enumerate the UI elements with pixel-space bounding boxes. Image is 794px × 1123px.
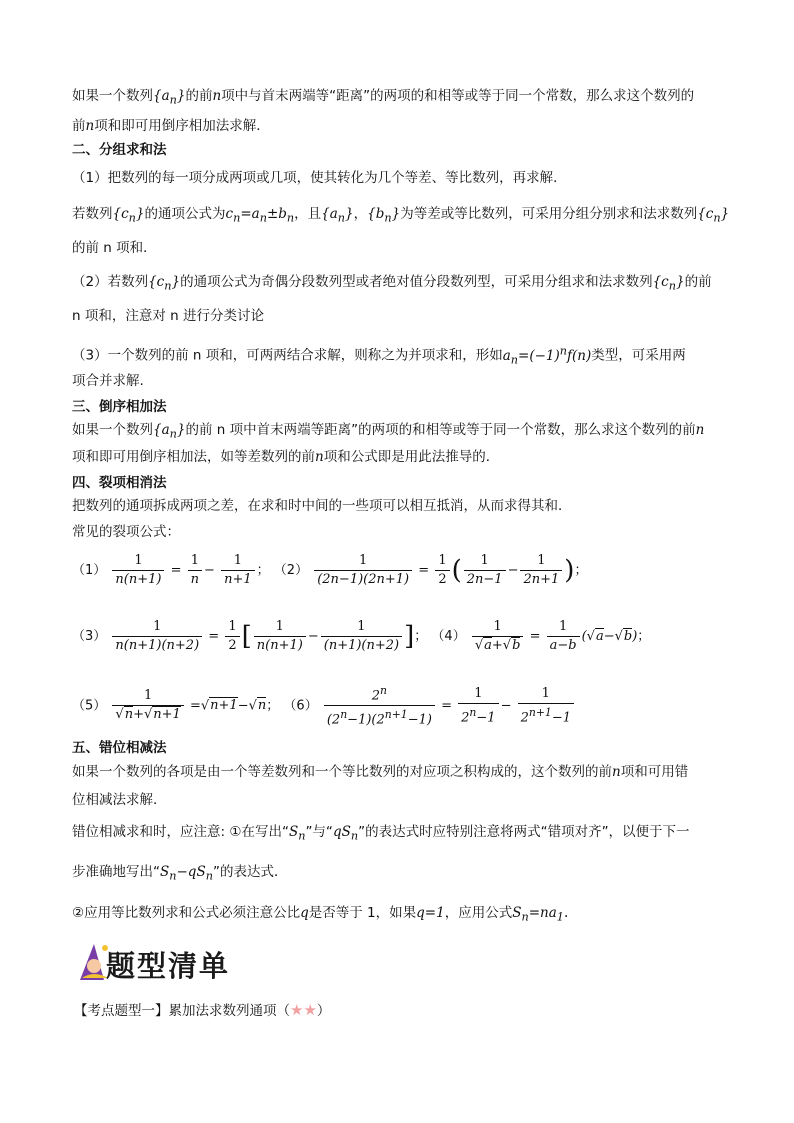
grouping-para-1: （1）把数列的每一项分成两项或几项，使其转化为几个等差、等比数列，再求解． [72,170,567,186]
grouping-para-3: 的前 n 项和． [72,240,157,256]
banner-title: 题型清单 [106,949,231,983]
reverse-para-1: 如果一个数列$\{a_n\}$的前 n 项中首末两端等距离”的两项的和相等或等于同一个常数，那么求这个数列的前n [72,422,705,441]
dislocation-para-3: 错位相减求和时，应注意: ①在写出“$S_n$”与“$qS_n$”的表达式时应特别注意将两式“错项对齐”，以便于下一 [72,824,690,843]
section-heading-telescoping: 四、裂项相消法 [72,475,167,491]
difficulty-stars: ★★ [290,1001,317,1019]
section-heading-dislocation: 五、错位相减法 [72,740,167,756]
telescoping-para-1: 把数列的通项拆成两项之差，在求和时中间的一些项可以相互抵消，从而求得其和． [72,498,572,514]
intro-line-2: 前n项和即可用倒序相加法求解． [72,118,270,134]
intro-line-1: 如果一个数列$\{a_n\}$的前n项中与首末两端等“距离”的两项的和相等或等于同一个常数，那么求这个数列的 [72,88,695,107]
question-types-banner [74,940,234,984]
formula-row-2: （3） $\frac{1}{n(n+1)(n+2)}$ = $\frac{1}{2}$ [ $\frac{1}{n(n+1)}$ − $\frac{1}{(n+1)(n+2)}$ ]； （4） $\frac{1}{√a+√b}$ = $\frac{1}{a-b}$ (√a−√b)； [72,619,651,653]
grouping-para-7: 项合并求解. [72,373,144,389]
formula-row-1: （1） $\frac{1}{n(n+1)}$ = $\frac{1}{n}$ − $\frac{1}{n+1}$ ； （2） $\frac{1}{(2n-1)(2n+1)}$ = $\frac{1}{2}$ ( $\frac{1}{2n-1}$ − $\frac{1}{2n+1}$ )； [72,553,588,587]
reverse-para-2: 项和即可用倒序相加法，如等差数列的前n项和公式即是用此法推导的． [72,449,500,465]
section-heading-reverse: 三、倒序相加法 [72,399,167,415]
grouping-para-5: n 项和，注意对 n 进行分类讨论 [72,308,264,324]
dislocation-para-4: 步准确地写出“$S_n-qS_n$”的表达式． [72,864,288,883]
grouping-para-6: （3）一个数列的前 n 项和，可两两结合求解，则称之为并项求和，形如$a_n=(-1)^nf(n)$类型，可采用两 [72,344,686,367]
grouping-para-2: 若数列$\{c_n\}$的通项公式为$c_n=a_n\pm b_n$，且$\{a_n\}$，$\{b_n\}$为等差或等比数列，可采用分组分别求和法求数列$\{c_n\}$ [72,206,730,225]
dislocation-para-2: 位相减法求解． [72,792,167,808]
telescoping-para-2: 常见的裂项公式： [72,524,180,540]
dislocation-para-5: ②应用等比数列求和公式必须注意公比q是否等于 1，如果q=1，应用公式$S_n=na_1$. [72,905,569,924]
section-heading-grouping: 二、分组求和法 [72,142,167,158]
grouping-para-4: （2）若数列$\{c_n\}$的通项公式为奇偶分段数列型或者绝对值分段数列型，可采用分组求和法求数列$\{c_n\}$的前 [72,274,712,293]
formula-row-3: （5） $\frac{1}{√n+√n+1}$ =√n+1−√n； （6） $\frac{2^n}{(2^n-1)(2^{n+1}-1)}$ = $\frac{1}{2^n-1}$ − $\frac{1}{2^{n+1}-1}$ [72,682,576,730]
dislocation-para-1: 如果一个数列的各项是由一个等差数列和一个等比数列的对应项之积构成的，这个数列的前n项和可用错 [72,764,689,780]
topic-label: 【考点题型一】累加法求数列通项（★★） [74,1001,331,1019]
